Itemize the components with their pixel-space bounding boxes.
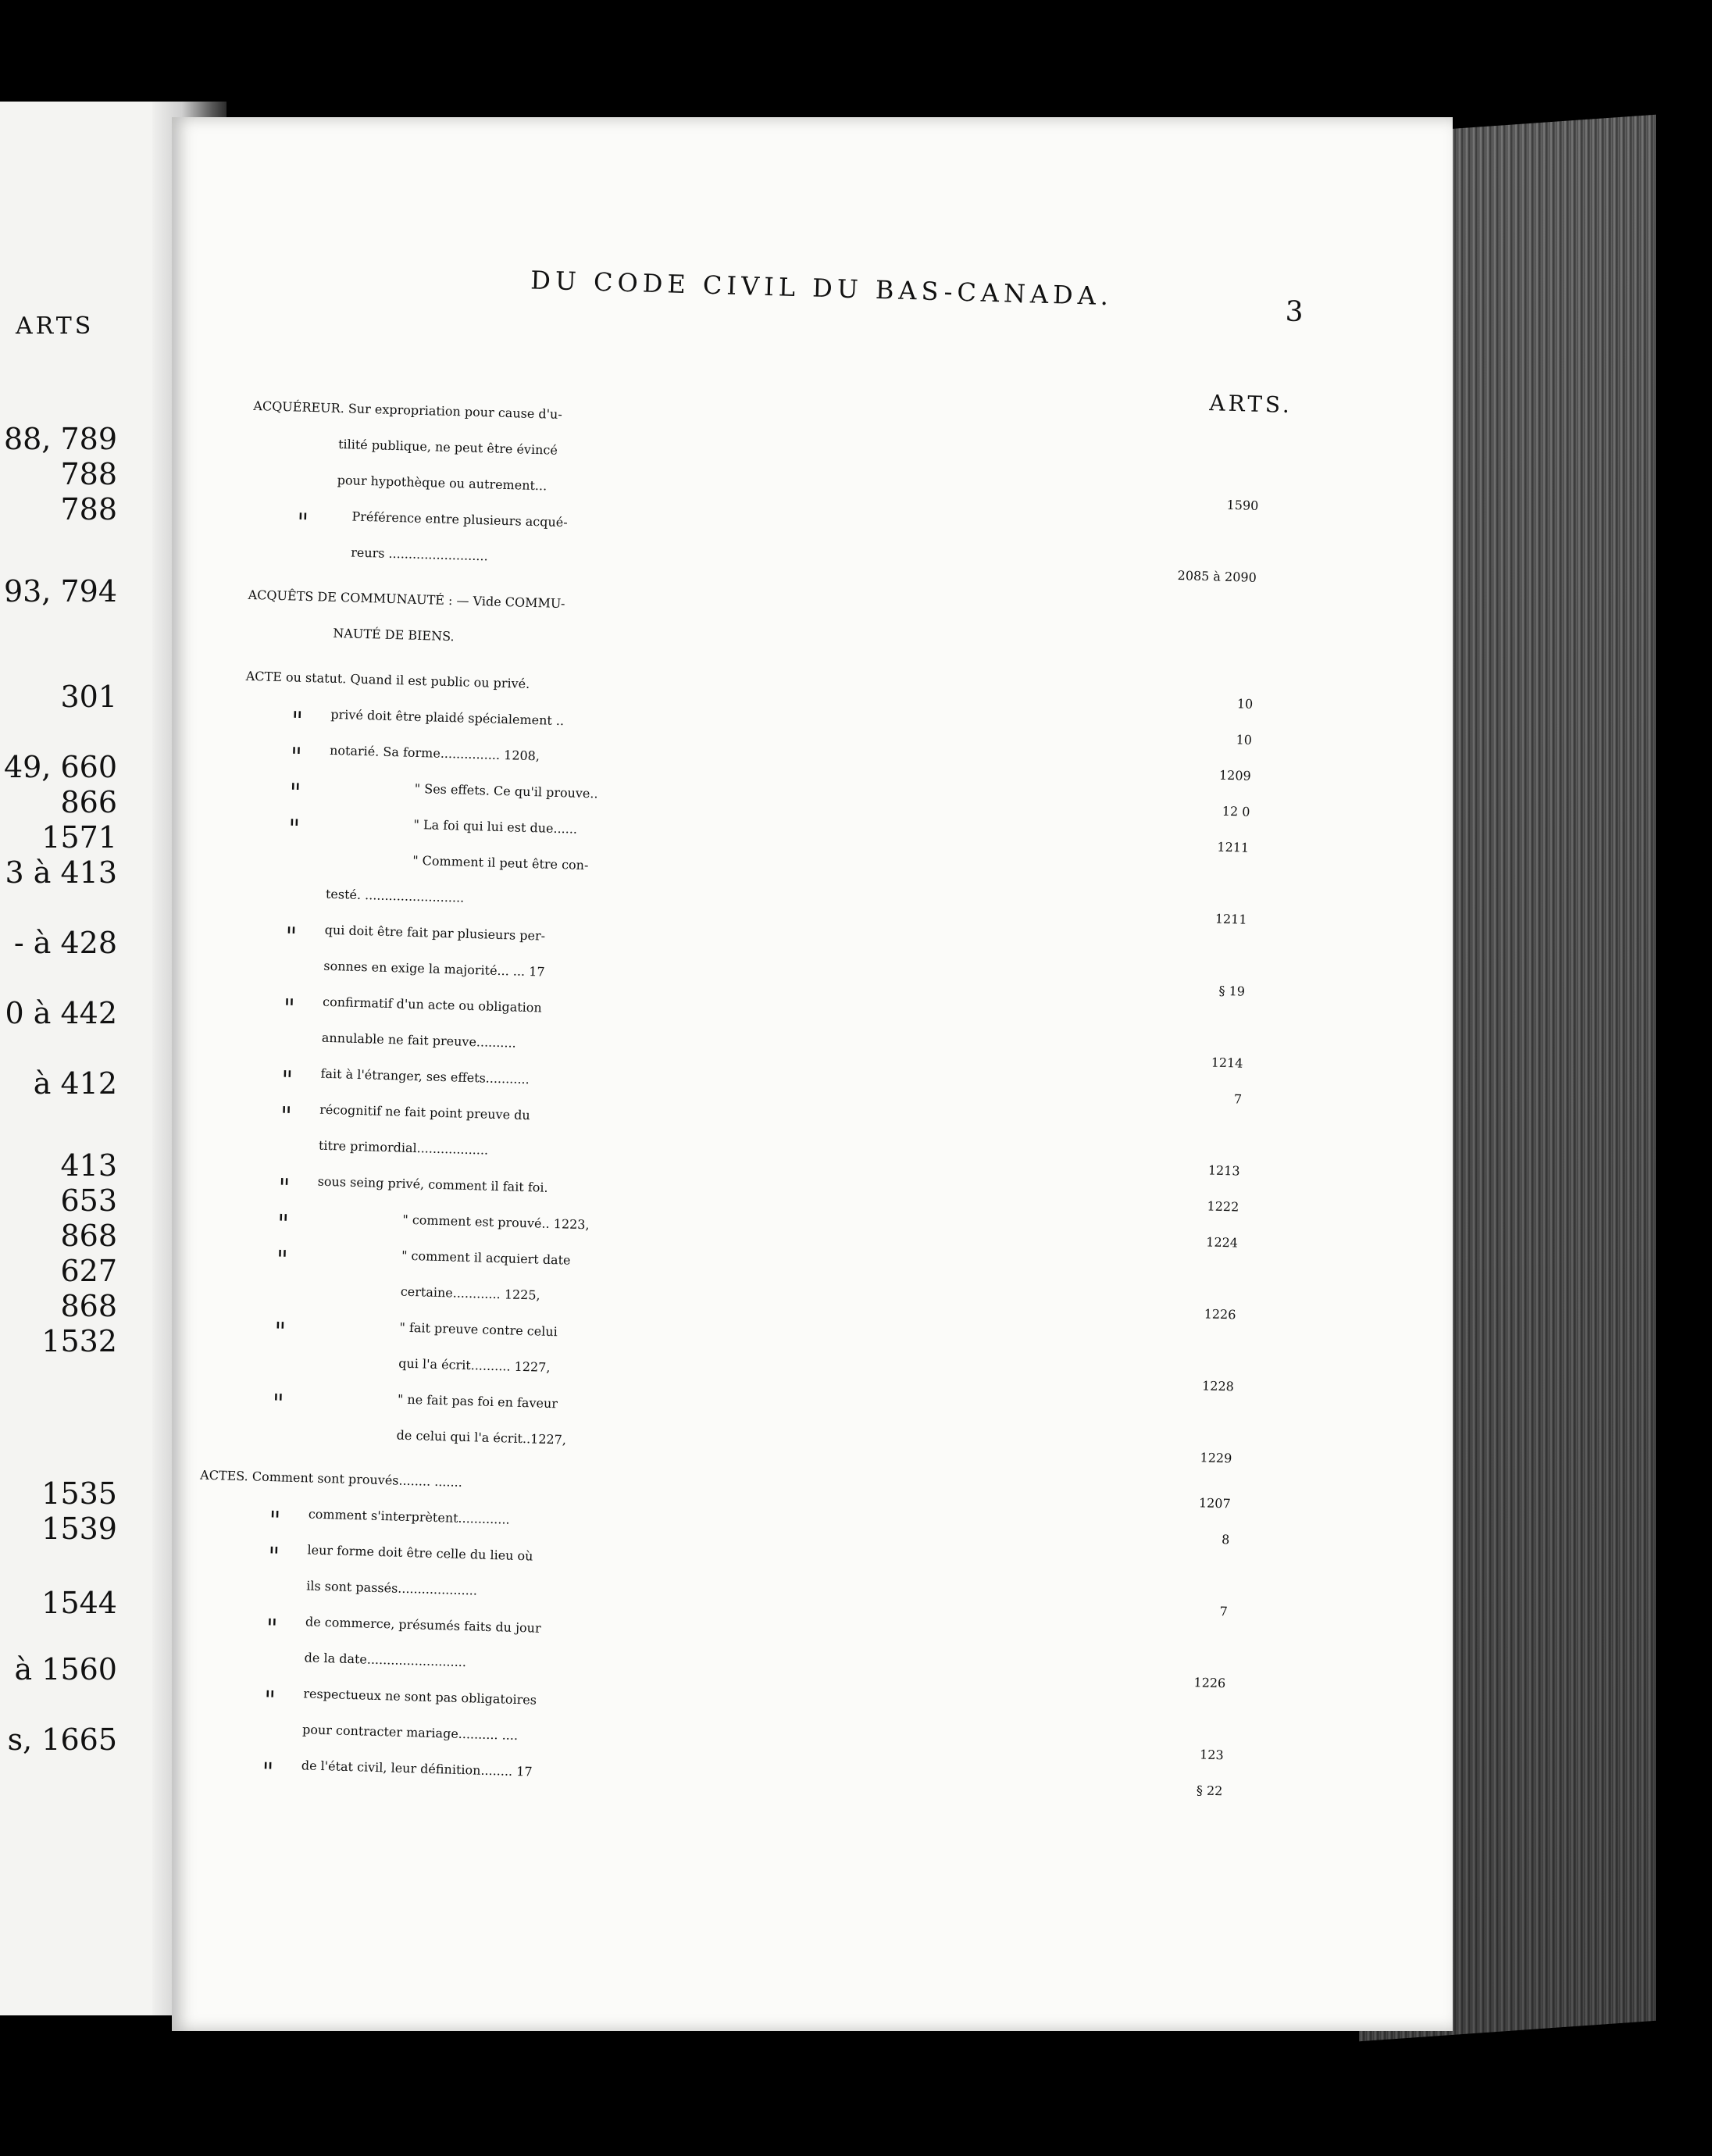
left-page-number: 1544 xyxy=(41,1586,117,1620)
left-page-number: 49, 660 xyxy=(3,750,117,784)
ditto-mark: " xyxy=(277,1173,291,1203)
entry-text: testé. ......................... xyxy=(325,886,465,905)
article-reference: 1229 xyxy=(1200,1450,1232,1466)
left-page-number: 1535 xyxy=(41,1476,117,1511)
entry-text: qui l'a écrit.......... 1227, xyxy=(398,1355,551,1376)
entry-text: sous seing privé, comment il fait foi. xyxy=(317,1173,548,1195)
left-page-number: 0 à 442 xyxy=(5,996,117,1030)
left-page-number: - à 428 xyxy=(13,926,117,960)
article-reference: 2085 à 2090 xyxy=(1177,568,1257,585)
article-reference: 1211 xyxy=(1214,911,1247,927)
entry-text: pour contracter mariage.......... .... xyxy=(301,1722,519,1744)
entry-text: titre primordial.................. xyxy=(318,1137,489,1158)
entry-text: ACQUÊTS DE COMMUNAUTÉ : — Vide COMMU- xyxy=(248,587,565,612)
entry-text: ils sont passés.................... xyxy=(306,1578,478,1598)
article-reference: 1228 xyxy=(1201,1378,1235,1394)
entry-text: de celui qui l'a écrit..1227, xyxy=(396,1427,567,1447)
ditto-mark: " xyxy=(267,1541,280,1572)
left-page-number: 1571 xyxy=(41,820,117,855)
ditto-mark: " xyxy=(280,1065,294,1095)
ditto-mark: " xyxy=(289,777,301,808)
ditto-mark: " xyxy=(263,1684,276,1715)
article-reference: 8 xyxy=(1221,1532,1230,1547)
left-page-number: 88, 789 xyxy=(3,422,117,456)
article-reference: 1213 xyxy=(1207,1162,1240,1179)
ditto-mark: " xyxy=(266,1612,278,1644)
article-reference: 7 xyxy=(1219,1604,1229,1619)
ditto-mark: " xyxy=(276,1208,290,1239)
left-page-number: 868 xyxy=(60,1289,117,1323)
left-page-number: s, 1665 xyxy=(7,1722,117,1757)
ditto-mark: " xyxy=(290,741,303,772)
entry-text: ACTE ou statut. Quand il est public ou privé. xyxy=(245,668,530,691)
article-reference: 1214 xyxy=(1211,1055,1243,1071)
entry-text: " ne fait pas foi en faveur xyxy=(397,1391,558,1412)
entry-text: " fait preuve contre celui xyxy=(399,1319,558,1340)
article-reference: 123 xyxy=(1199,1747,1224,1763)
article-reference: 10 xyxy=(1236,696,1254,712)
left-page-number: 3 à 413 xyxy=(5,855,117,890)
entry-text: confirmatif d'un acte ou obligation xyxy=(322,994,543,1016)
entry-text: certaine............ 1225, xyxy=(400,1283,540,1303)
entry-text: de l'état civil, leur définition........ 17 xyxy=(301,1758,533,1779)
ditto-mark: " xyxy=(272,1388,285,1419)
entry-text: " Comment il peut être con- xyxy=(412,852,589,873)
entry-text: de la date......................... xyxy=(304,1650,467,1670)
ditto-mark: " xyxy=(283,993,296,1023)
ditto-mark: " xyxy=(262,1756,274,1787)
article-reference: 10 xyxy=(1236,732,1253,748)
ditto-mark: " xyxy=(276,1244,289,1275)
article-reference: § 22 xyxy=(1196,1783,1223,1799)
left-page-number: 1539 xyxy=(41,1512,117,1546)
entry-text: pour hypothèque ou autrement... xyxy=(337,472,547,494)
entry-text: notarié. Sa forme............... 1208, xyxy=(329,742,540,764)
article-reference: 7 xyxy=(1233,1091,1243,1107)
left-page-number: 788 xyxy=(60,492,117,527)
entry-text: sonnes en exige la majorité... ... 17 xyxy=(323,958,545,980)
left-page-number: 788 xyxy=(60,457,117,491)
entry-text: Préférence entre plusieurs acqué- xyxy=(351,509,568,530)
entry-text: reurs ......................... xyxy=(350,544,488,564)
entry-text: " Ses effets. Ce qu'il prouve.. xyxy=(414,780,598,801)
ditto-mark: " xyxy=(296,507,309,537)
entry-text: respectueux ne sont pas obligatoires xyxy=(303,1686,537,1708)
ditto-mark: " xyxy=(284,921,298,951)
left-page-number: 1532 xyxy=(41,1324,117,1358)
article-reference: 1207 xyxy=(1198,1495,1231,1512)
article-reference: § 19 xyxy=(1218,983,1246,999)
left-page-number: 653 xyxy=(60,1183,117,1218)
ditto-mark: " xyxy=(280,1101,293,1131)
ditto-mark: " xyxy=(291,705,304,736)
ditto-mark: " xyxy=(269,1505,281,1536)
index-content xyxy=(199,250,1296,1820)
entry-text: ACTES. Comment sont prouvés........ ....... xyxy=(199,1467,463,1490)
entry-text: privé doit être plaidé spécialement .. xyxy=(330,706,565,729)
article-reference: 1224 xyxy=(1206,1234,1239,1251)
article-reference: 1211 xyxy=(1217,839,1250,855)
entry-text: " comment est prouvé.. 1223, xyxy=(402,1212,590,1233)
index-lines xyxy=(199,398,1292,1820)
left-page-header: ARTS xyxy=(16,312,95,340)
article-reference: 1226 xyxy=(1193,1675,1226,1691)
article-reference: 12 0 xyxy=(1222,803,1250,819)
ditto-mark: " xyxy=(273,1316,287,1347)
entry-text: " La foi qui lui est due...... xyxy=(413,816,578,837)
running-title: DU CODE CIVIL DU BAS-CANADA. xyxy=(530,265,1114,312)
entry-text: leur forme doit être celle du lieu où xyxy=(307,1542,533,1564)
entry-text: ACQUÉREUR. Sur expropriation pour cause d'u- xyxy=(253,398,563,422)
entry-text: " comment il acquiert date xyxy=(401,1248,571,1268)
left-page-number: à 1560 xyxy=(14,1652,117,1687)
left-page-number: 868 xyxy=(60,1219,117,1253)
entry-text: tilité publique, ne peut être évincé xyxy=(337,436,558,458)
left-page-number: à 412 xyxy=(33,1066,117,1101)
left-page-number: 301 xyxy=(60,680,117,714)
left-page-number: 413 xyxy=(60,1148,117,1183)
entry-text: fait à l'étranger, ses effets........... xyxy=(320,1066,530,1087)
left-page-number: 627 xyxy=(60,1254,117,1288)
entry-text: qui doit être fait par plusieurs per- xyxy=(324,922,546,944)
entry-text: comment s'interprètent............. xyxy=(308,1506,510,1527)
left-page-number: 93, 794 xyxy=(3,574,117,609)
entry-text: récognitif ne fait point preuve du xyxy=(319,1101,530,1123)
article-reference: 1222 xyxy=(1207,1198,1239,1215)
entry-text: annulable ne fait preuve.......... xyxy=(321,1030,517,1051)
page-number: 3 xyxy=(1285,295,1304,329)
entry-text: NAUTÉ DE BIENS. xyxy=(333,625,455,644)
article-reference: 1226 xyxy=(1204,1306,1236,1323)
arts-column-label: ARTS. xyxy=(1208,390,1293,419)
ditto-mark: " xyxy=(287,813,301,844)
article-reference: 1209 xyxy=(1218,767,1251,784)
article-reference: 1590 xyxy=(1226,497,1259,513)
left-page-number: 866 xyxy=(60,785,117,819)
entry-text: de commerce, présumés faits du jour xyxy=(305,1614,541,1636)
